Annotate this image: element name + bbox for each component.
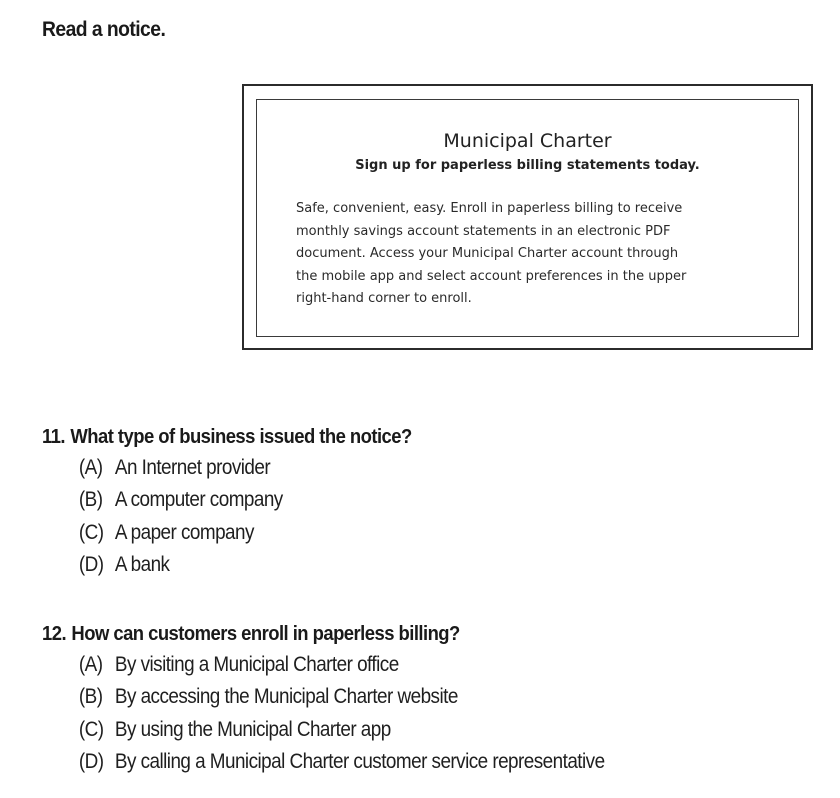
option-letter: (D) bbox=[78, 749, 104, 773]
answer-option-d[interactable] bbox=[42, 549, 412, 581]
option-letter: (C) bbox=[78, 717, 104, 741]
answer-option-c[interactable] bbox=[42, 714, 605, 746]
answer-option-d[interactable] bbox=[42, 746, 605, 778]
option-text: By using the Municipal Charter app bbox=[114, 717, 391, 741]
answer-option-b[interactable] bbox=[42, 484, 412, 516]
option-letter: (B) bbox=[78, 685, 103, 709]
answer-options bbox=[42, 649, 667, 778]
option-text: By visiting a Municipal Charter office bbox=[114, 653, 399, 676]
option-letter: (D) bbox=[78, 552, 104, 576]
option-letter: (B) bbox=[78, 488, 103, 512]
option-text: By calling a Municipal Charter customer service representative bbox=[114, 749, 605, 773]
notice-body-line: the mobile app and select account preferences in the upper bbox=[296, 268, 687, 284]
answer-option-c[interactable] bbox=[42, 517, 412, 549]
answer-options bbox=[42, 452, 453, 581]
option-text: By accessing the Municipal Charter website bbox=[114, 685, 458, 709]
option-letter: (A) bbox=[78, 456, 103, 479]
option-text: A computer company bbox=[114, 488, 283, 512]
option-text: An Internet provider bbox=[114, 456, 271, 479]
option-letter: (A) bbox=[78, 653, 103, 676]
notice-inner-frame bbox=[256, 99, 799, 337]
question-text: What type of business issued the notice? bbox=[70, 425, 412, 448]
question-text: How can customers enroll in paperless billing? bbox=[71, 622, 460, 645]
option-text: A bank bbox=[114, 552, 170, 576]
answer-option-a[interactable] bbox=[42, 452, 412, 484]
option-letter: (C) bbox=[78, 520, 104, 544]
instruction-heading: Read a notice. bbox=[42, 18, 166, 41]
question-number: 12. bbox=[42, 622, 67, 645]
notice-body-line: document. Access your Municipal Charter account through bbox=[296, 246, 679, 261]
notice-body-line: monthly savings account statements in an electronic PDF bbox=[296, 223, 671, 239]
notice-body-line: Safe, convenient, easy. Enroll in paperless billing to receive bbox=[296, 201, 683, 216]
option-text: A paper company bbox=[114, 520, 254, 544]
notice-body bbox=[296, 198, 776, 311]
answer-option-b[interactable] bbox=[42, 681, 605, 713]
notice-subtitle: Sign up for paperless billing statements today. bbox=[355, 158, 700, 173]
notice-body-line: right-hand corner to enroll. bbox=[296, 291, 472, 306]
question-11 bbox=[42, 422, 453, 581]
question-12 bbox=[42, 619, 667, 778]
question-stem bbox=[42, 422, 412, 452]
notice-box bbox=[242, 84, 813, 350]
notice-title: Municipal Charter bbox=[443, 130, 612, 152]
question-number: 11. bbox=[42, 425, 66, 448]
question-stem bbox=[42, 619, 605, 649]
answer-option-a[interactable] bbox=[42, 649, 605, 681]
